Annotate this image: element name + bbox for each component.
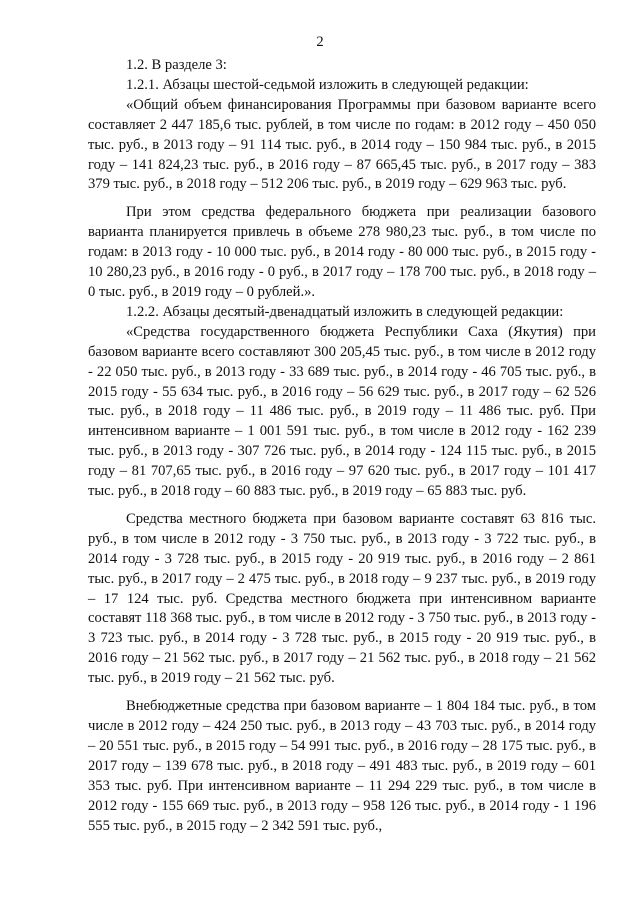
page-number: 2: [316, 34, 324, 50]
subsection-1-2-2-heading: 1.2.2. Абзацы десятый-двенадцатый изложить в следующей редакции:: [126, 303, 564, 320]
local-budget-paragraph: Средства местного бюджета при базовом варианте составят 63 816 тыс. руб., в том числе в 2012 году - 3 750 тыс. руб., в 2013 году - 3 722 тыс. руб., в 2014 году - 3 728 тыс. руб., в 2015 году - 20 919 тыс. руб., в 2016 году – 2 861 тыс. руб., в 2017 году – 2 475 тыс. руб., в 2018 году – 9 237 тыс. руб., в 2019 году – 17 124 тыс. руб. Средства местного бюджета при интенсивном варианте составят 118 368 тыс. руб., в том числе в 2012 году - 3 750 тыс. руб., в 2013 году - 3 723 тыс. руб., в 2014 году - 3 728 тыс. руб., в 2015 году - 20 919 тыс. руб., в 2016 году – 21 562 тыс. руб., в 2017 году – 21 562 тыс. руб., в 2018 году – 21 562 тыс. руб., в 2019 году – 21 562 тыс. руб.: [88, 510, 596, 687]
extrabudgetary-paragraph: Внебюджетные средства при базовом варианте – 1 804 184 тыс. руб., в том числе в 2012 году – 424 250 тыс. руб., в 2013 году – 43 703 тыс. руб., в 2014 году – 20 551 тыс. руб., в 2015 году – 54 991 тыс. руб., в 2016 году – 28 175 тыс. руб., в 2017 году – 139 678 тыс. руб., в 2018 году – 491 483 тыс. руб., в 2019 году – 601 353 тыс. руб. При интенсивном варианте – 11 294 229 тыс. руб., в том числе в 2012 году - 155 669 тыс. руб., в 2013 году – 958 126 тыс. руб., в 2014 году - 1 196 555 тыс. руб., в 2015 году – 2 342 591 тыс. руб.,: [88, 698, 596, 834]
total-funding-paragraph: «Общий объем финансирования Программы при базовом варианте всего составляет 2 447 185,6 тыс. рублей, в том числе по годам: в 2012 году – 450 050 тыс. руб., в 2013 году – 91 114 тыс. руб., в 2014 году – 150 984 тыс. руб., в 2015 году – 141 824,23 тыс. руб., в 2016 году – 87 665,45 тыс. руб., в 2017 году – 383 379 тыс. руб., в 2018 году – 512 206 тыс. руб., в 2019 году – 629 963 тыс. руб.: [88, 96, 596, 193]
state-budget-paragraph: «Средства государственного бюджета Республики Саха (Якутия) при базовом варианте всего составляют 300 205,45 тыс. руб., в том числе в 2012 году - 22 050 тыс. руб., в 2013 году - 33 689 тыс. руб., в 2014 году - 46 705 тыс. руб., в 2015 году - 55 634 тыс. руб., в 2016 году – 56 629 тыс. руб., в 2017 году – 62 526 тыс. руб., в 2018 году – 11 486 тыс. руб., в 2019 году – 11 486 тыс. руб. При интенсивном варианте – 1 001 591 тыс. руб., в том числе в 2012 году - 162 239 тыс. руб., в 2013 году - 307 726 тыс. руб., в 2014 году - 124 115 тыс. руб., в 2015 году – 81 707,65 тыс. руб., в 2016 году – 97 620 тыс. руб., в 2017 году – 101 417 тыс. руб., в 2018 году – 60 883 тыс. руб., в 2019 году – 65 883 тыс. руб.: [88, 323, 596, 500]
section-heading: 1.2. В разделе 3:: [126, 57, 227, 73]
document-body: [88, 56, 596, 836]
federal-budget-paragraph: При этом средства федерального бюджета при реализации базового варианта планируется привлечь в объеме 278 980,23 тыс. руб., в том числе по годам: в 2013 году - 10 000 тыс. руб., в 2014 году - 80 000 тыс. руб., в 2015 году - 10 280,23 руб., в 2016 году - 0 руб., в 2017 году – 178 700 тыс. руб., в 2018 году – 0 тыс. руб., в 2019 году – 0 рублей.».: [88, 204, 596, 300]
subsection-1-2-1-heading: 1.2.1. Абзацы шестой-седьмой изложить в следующей редакции:: [126, 76, 529, 93]
